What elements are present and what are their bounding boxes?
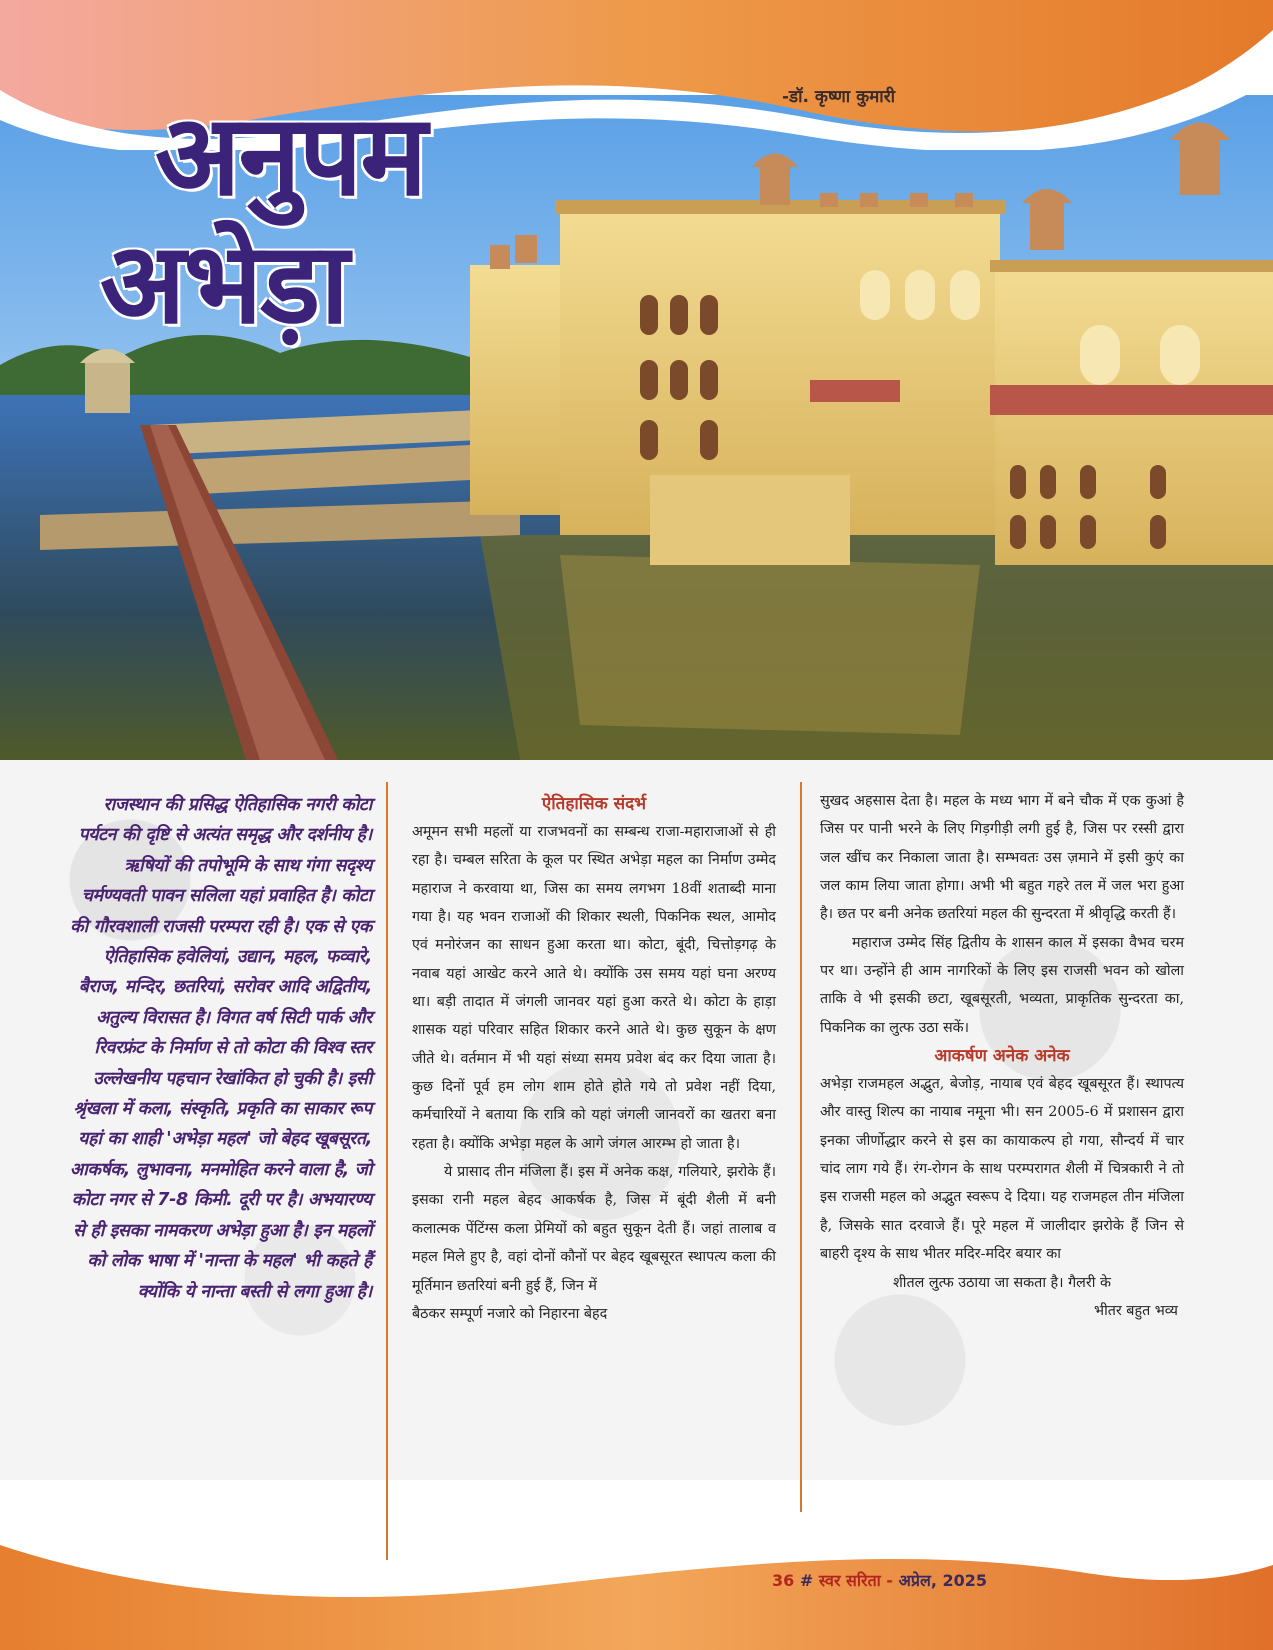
section-heading-historical: ऐतिहासिक संदर्भ — [541, 794, 647, 814]
body-paragraph: अभेड़ा राजमहल अद्भुत, बेजोड़, नायाब एवं बेहद खूबसूरत हैं। स्थापत्य और वास्तु शिल्प का नायाब नमूना भी। सन 2005-6 में प्रशासन द्वारा इनका जीर्णोद्धार करने से इस का कायाकल्प हो गया, सौन्दर्य में चार चांद लाग गये हैं। रंग-रोगन के साथ परम्परागत शैली में चित्रकारी ने तो इस राजसी महल को अद्भुत स्वरूप दे दिया। यह राजमहल तीन मंजिला है, जिसके सात दरवाजे हैं। पूरे महल में जालीदार झरोके हैं जिन से बाहरी दृश्य के साथ भीतर मदिर-मदिर बयार का — [820, 1076, 1184, 1263]
body-paragraph: अमूमन सभी महलों या राजभवनों का सम्बन्ध राजा-महाराजाओं से ही रहा है। चम्बल सरिता के कूल पर स्थित अभेड़ा महल का निर्माण उम्मेद महाराज ने करवाया था, जिस का समय लगभग 18वीं शताब्दी माना गया है। यह भवन राजाओं की शिकार स्थली, पिकनिक स्थल, आमोद एवं मनोरंजन का साधन हुआ करता था। कोटा, बूंदी, चित्तोड़गढ़ के नवाब यहां आखेट करने आते थे। क्योंकि उस समय यहां घना अरण्य था। बड़ी तादात में जंगली जानवर यहां हुआ करते थे। कोटा के हाड़ा शासक यहां परिवार सहित शिकार करने आते थे। कुछ सुकून के क्षण जीते थे। वर्तमान में भी यहां संध्या समय प्रवेश बंद कर दिया जाता है। कुछ दिनों पूर्व हम लोग शाम होते होते गये तो प्रवेश नहीं दिया, कर्मचारियों ने बताया कि रात्रि को यहां जंगली जानवरों का खतरा बना रहता है। क्योंकि अभेड़ा महल के आगे जंगल आरम्भ हो जाता है। — [412, 824, 776, 1152]
body-paragraph: ये प्रासाद तीन मंजिला हैं। इस में अनेक कक्ष, गलियारे, झरोके हैं। इसका रानी महल बेहद आकर्षक है, जिस में बूंदी शैली में बनी कलात्मक पेंटिंग्स कला प्रेमियों को बहुत सुकून देती हैं। जहां तालाब व महल मिले हुए है, वहां दोनों कौनों पर बेहद खूबसूरत स्थापत्य कला की मूर्तिमान छतरियां बनी हुई हैं, जिन में — [412, 1164, 776, 1294]
footer-separator: # — [799, 1571, 814, 1590]
page-footer — [772, 1569, 987, 1591]
body-paragraph: सुखद अहसास देता है। महल के मध्य भाग में बने चौक में एक कुआं है जिस पर पानी भरने के लिए गिड़गीड़ी लगी हुई है, जिस पर रस्सी द्वारा जल खींच कर निकाला जाता है। सम्भवतः उस ज़माने में इसी कुएं का जल काम लिया जाता होगा। अभी भी बहुत गहरे तल में जल भरा हुआ है। छत पर बनी अनेक छतरियां महल की सुन्दरता में श्रीवृद्धि करती हैं। — [820, 793, 1184, 923]
footer-dash: - — [886, 1571, 894, 1590]
title-line-2: अभेड़ा — [100, 219, 348, 349]
page-number: 36 — [772, 1571, 795, 1590]
lead-paragraph: राजस्थान की प्रसिद्ध ऐतिहासिक नगरी कोटा पर्यटन की दृष्टि से अत्यंत समृद्ध और दर्शनीय है। ऋषियों की तपोभूमि के साथ गंगा सदृश्य चर्मण्यवती पावन सलिला यहां प्रवाहित है। कोटा की गौरवशाली राजसी परम्परा रही है। एक से एक ऐतिहासिक हवेलियां, उद्यान, महल, फव्वारे, बैराज, मन्दिर, छतरियां, सरोवर आदि अद्वितीय, अतुल्य विरासत है। विगत वर्ष सिटी पार्क और रिवरफ्रंट के निर्माण से तो कोटा की विश्व स्तर उल्लेखनीय पहचान रेखांकित हो चुकी है। इसी श्रृंखला में कला, संस्कृति, प्रकृति का साकार रूप यहां का शाही 'अभेड़ा महल' जो बेहद खूबसूरत, आकर्षक, लुभावना, मनमोहित करने वाला है, जो कोटा नगर से 7-8 किमी. दूरी पर है। अभयारण्य से ही इसका नामकरण अभेड़ा हुआ है। इन महलों को लोक भाषा में 'नान्ता के महल' भी कहते हैं क्योंकि ये नान्ता बस्ती से लगा हुआ है। — [69, 795, 372, 1302]
article-column-3 — [820, 787, 1184, 1325]
article-title — [100, 92, 520, 348]
column-divider-1 — [386, 782, 388, 1560]
body-paragraph: महाराज उम्मेद सिंह द्वितीय के शासन काल में इसका वैभव चरम पर था। उन्होंने ही आम नागरिकों के लिए इस राजसी भवन को खोला ताकि वे भी इसकी छटा, खूबसूरती, भव्यता, प्राकृतिक सुन्दरता का, पिकनिक का लुत्फ उठा सकें। — [820, 934, 1184, 1036]
article-column-2 — [412, 790, 776, 1328]
bottom-decorative-wave — [0, 1460, 1273, 1650]
title-line-1: अनुपम — [155, 91, 426, 221]
section-heading-attractions: आकर्षण अनेक अनेक — [934, 1046, 1070, 1067]
issue-date: अप्रेल, 2025 — [898, 1571, 987, 1590]
body-paragraph-end: बैठकर सम्पूर्ण नजारे को निहारना बेहद — [412, 1305, 608, 1322]
column-divider-2 — [800, 782, 802, 1512]
author-byline: -डॉ. कृष्णा कुमारी — [782, 87, 896, 107]
magazine-name: स्वर सरिता — [818, 1571, 881, 1590]
body-line-centered: शीतल लुत्फ उठाया जा सकता है। गैलरी के — [893, 1274, 1111, 1291]
body-line-right: भीतर बहुत भव्य — [1094, 1302, 1178, 1319]
